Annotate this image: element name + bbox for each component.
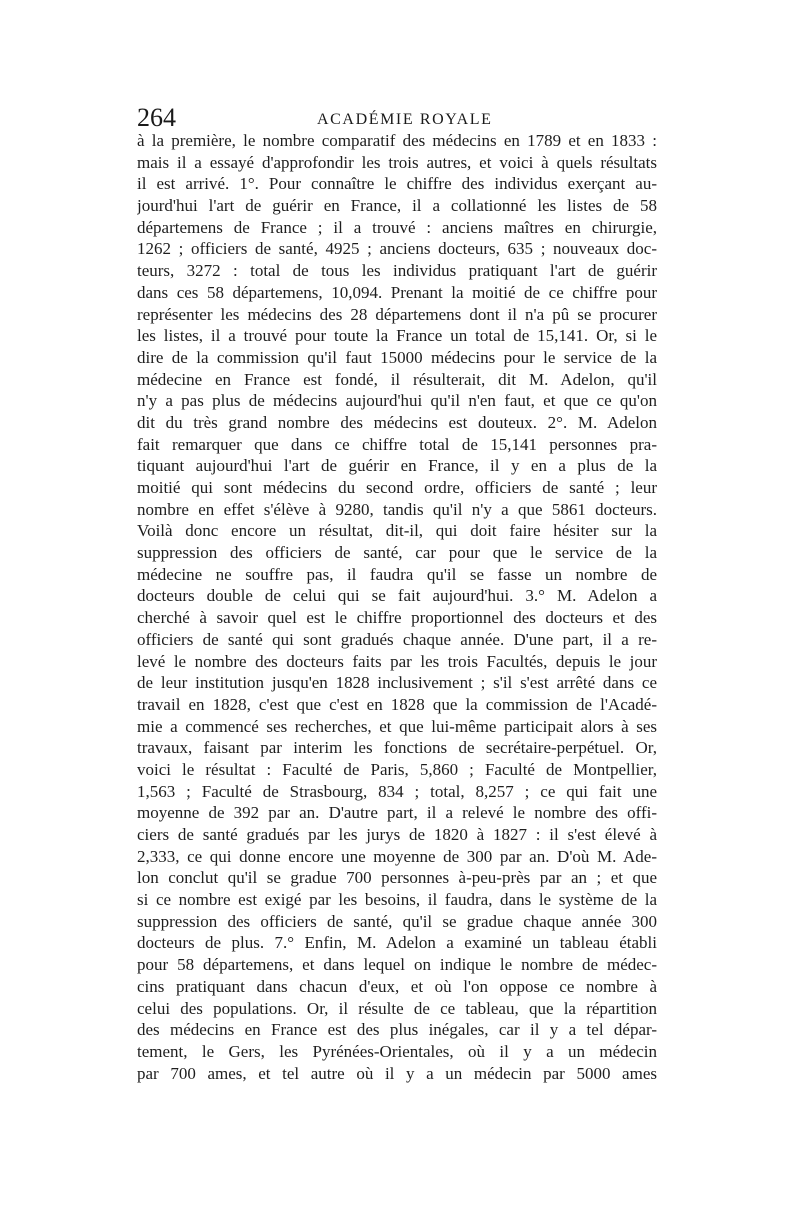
text-line: les listes, il a trouvé pour toute la France un total de 15,141. Or, si le — [137, 326, 657, 346]
text-line: 1,563 ; Faculté de Strasbourg, 834 ; total, 8,257 ; ce qui fait une — [137, 781, 657, 801]
text-line: de leur institution jusqu'en 1828 inclusivement ; s'il s'est arrêté dans ce — [137, 673, 657, 693]
text-line: pour 58 départemens, et dans lequel on indique le nombre de médec- — [137, 955, 657, 975]
body-text — [137, 130, 657, 1084]
text-line: médecine en France est fondé, il résulterait, dit M. Adelon, qu'il — [137, 369, 657, 389]
text-line: 1262 ; officiers de santé, 4925 ; anciens docteurs, 635 ; nouveaux doc- — [137, 239, 657, 259]
text-line: tement, le Gers, les Pyrénées-Orientales, où il y a un médecin — [137, 1041, 657, 1061]
text-line: docteurs de plus. 7.° Enfin, M. Adelon a examiné un tableau établi — [137, 933, 657, 953]
text-line: travaux, faisant par interim les fonctions de secrétaire-perpétuel. Or, — [137, 738, 657, 758]
text-line: mie a commencé ses recherches, et que lui-même participait alors à ses — [137, 716, 657, 736]
text-line: cherché à savoir quel est le chiffre proportionnel des docteurs et des — [137, 608, 657, 628]
text-line: 2,333, ce qui donne encore une moyenne de 300 par an. D'où M. Ade- — [137, 846, 657, 866]
text-line: départemens de France ; il a trouvé : anciens maîtres en chirurgie, — [137, 217, 657, 237]
text-line: suppression des officiers de santé, car pour que le service de la — [137, 543, 657, 563]
text-line: médecine ne souffre pas, il faudra qu'il se fasse un nombre de — [137, 564, 657, 584]
text-line: officiers de santé qui sont gradués chaque année. D'une part, il a re- — [137, 629, 657, 649]
text-line: suppression des officiers de santé, qu'il se gradue chaque année 300 — [137, 911, 657, 931]
text-line: cins pratiquant dans chacun d'eux, et où l'on oppose ce nombre à — [137, 976, 657, 996]
text-line: jourd'hui l'art de guérir en France, il a collationné les listes de 58 — [137, 196, 657, 216]
text-line: dit du très grand nombre des médecins est douteux. 2°. M. Adelon — [137, 412, 657, 432]
text-line: nombre en effet s'élève à 9280, tandis qu'il n'y a que 5861 docteurs. — [137, 499, 657, 519]
text-line: voici le résultat : Faculté de Paris, 5,860 ; Faculté de Montpellier, — [137, 759, 657, 779]
text-line: teurs, 3272 : total de tous les individus pratiquant l'art de guérir — [137, 261, 657, 281]
text-line: lon conclut qu'il se gradue 700 personnes à-peu-près par an ; et que — [137, 868, 657, 888]
text-line: des médecins en France est des plus inégales, car il y a tel dépar- — [137, 1020, 657, 1040]
text-line: fait remarquer que dans ce chiffre total de 15,141 personnes pra- — [137, 434, 657, 454]
text-line: moyenne de 392 par an. D'autre part, il a relevé le nombre des offi- — [137, 803, 657, 823]
text-line: il est arrivé. 1°. Pour connaître le chiffre des individus exerçant au- — [137, 174, 657, 194]
text-line: dans ces 58 départemens, 10,094. Prenant la moitié de ce chiffre pour — [137, 282, 657, 302]
text-line: celui des populations. Or, il résulte de ce tableau, que la répartition — [137, 998, 657, 1018]
text-line: levé le nombre des docteurs faits par les trois Facultés, depuis le jour — [137, 651, 657, 671]
text-line: docteurs double de celui qui se fait aujourd'hui. 3.° M. Adelon a — [137, 586, 657, 606]
text-line: ciers de santé gradués par les jurys de 1820 à 1827 : il s'est élevé à — [137, 825, 657, 844]
text-line: par 700 ames, et tel autre où il y a un médecin par 5000 ames — [137, 1063, 657, 1083]
text-line: si ce nombre est exigé par les besoins, il faudra, dans le système de la — [137, 890, 657, 910]
text-line: tiquant aujourd'hui l'art de guérir en France, il y en a plus de la — [137, 456, 657, 476]
text-line: à la première, le nombre comparatif des médecins en 1789 et en 1833 : — [137, 131, 657, 150]
text-line: mais il a essayé d'approfondir les trois autres, et voici à quels résultats — [137, 152, 657, 172]
text-line: représenter les médecins des 28 départemens dont il n'a pû se procurer — [137, 304, 657, 324]
running-head: ACADÉMIE ROYALE — [317, 111, 493, 128]
page-number: 264 — [137, 103, 176, 132]
text-line: n'y a pas plus de médecins aujourd'hui qu'il n'en faut, et que ce qu'on — [137, 391, 657, 411]
text-line: Voilà donc encore un résultat, dit-il, qui doit faire hésiter sur la — [137, 521, 657, 541]
text-line: moitié qui sont médecins du second ordre, officiers de santé ; leur — [137, 478, 657, 497]
text-line: travail en 1828, c'est que c'est en 1828 que la commission de l'Acadé- — [137, 694, 657, 714]
text-line: dire de la commission qu'il faut 15000 médecins pour le service de la — [137, 347, 657, 367]
